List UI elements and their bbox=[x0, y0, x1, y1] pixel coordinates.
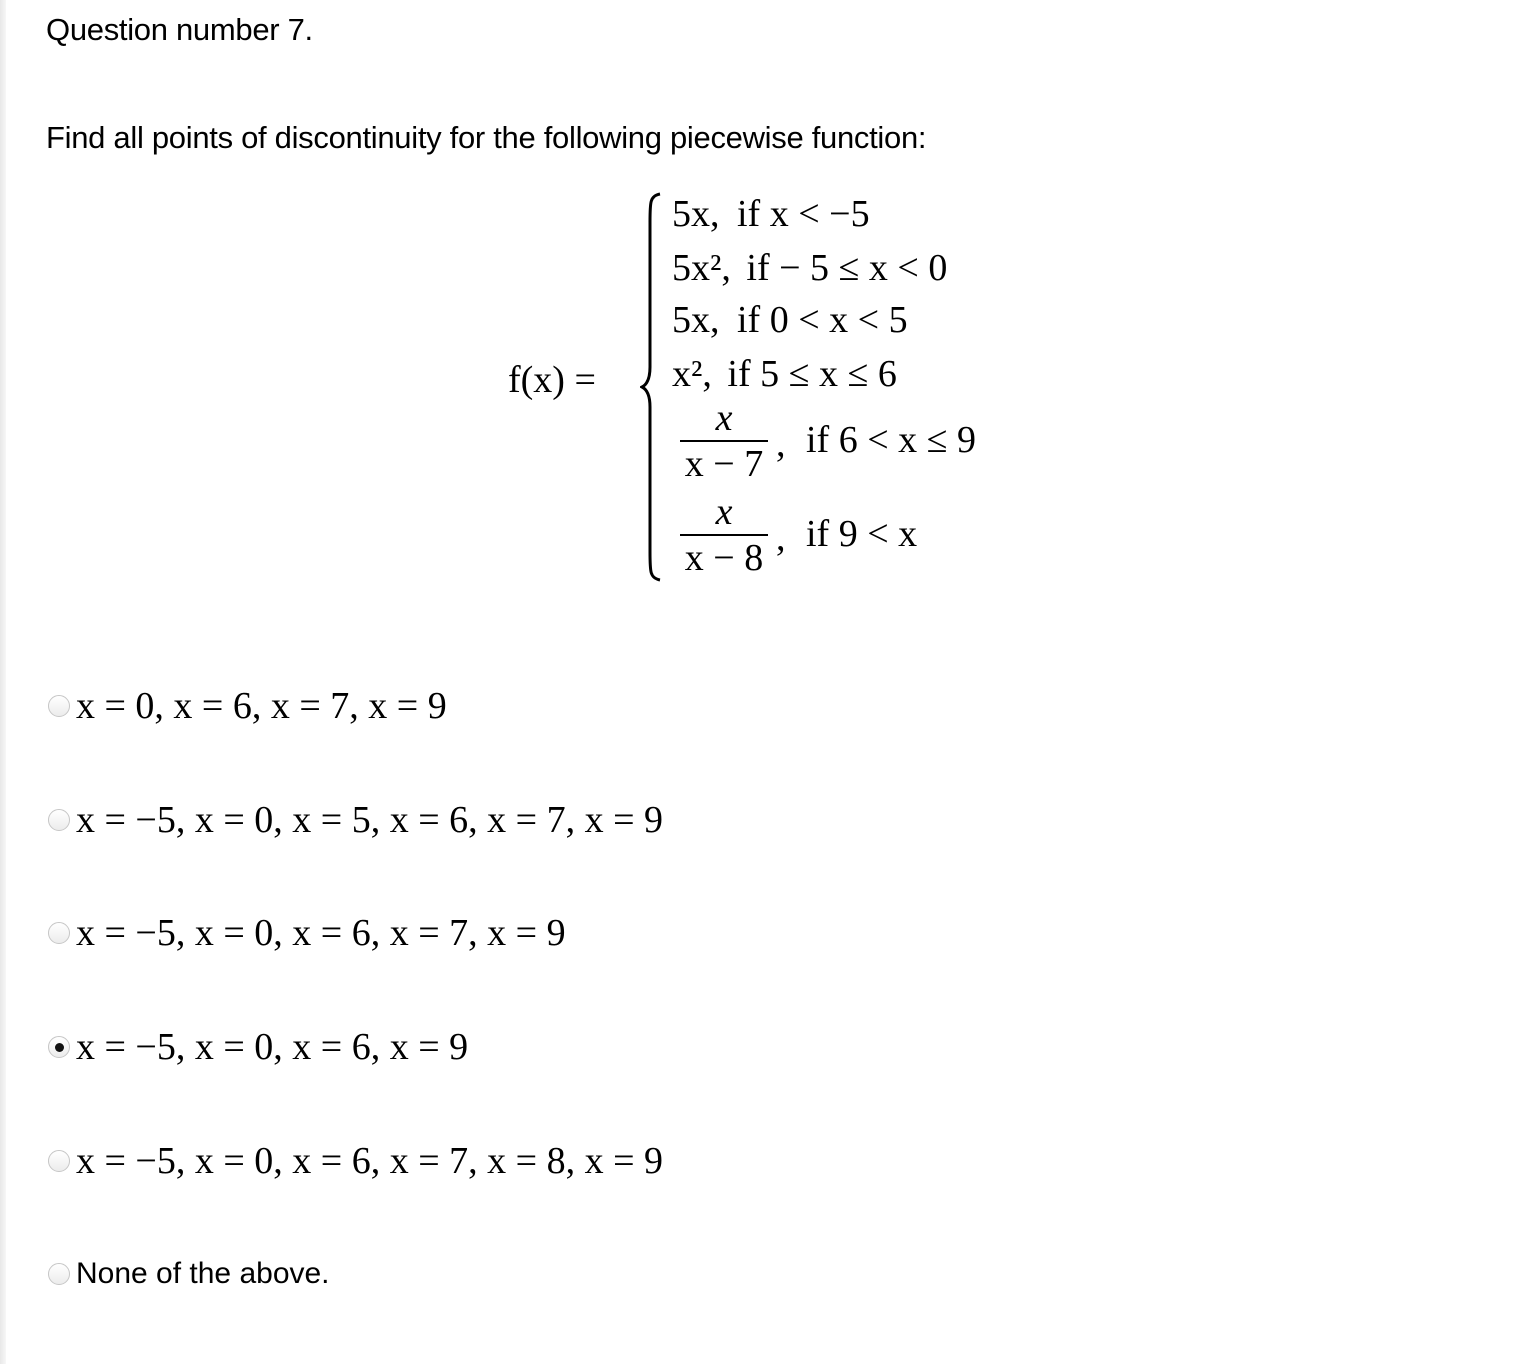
answer-option-label: x = −5, x = 0, x = 6, x = 7, x = 9 bbox=[76, 912, 566, 954]
answer-option-label: x = −5, x = 0, x = 6, x = 7, x = 8, x = 9 bbox=[76, 1140, 664, 1182]
page-edge bbox=[0, 0, 6, 1364]
radio-button-selected[interactable] bbox=[48, 1036, 70, 1058]
case-6-comma: , bbox=[776, 517, 786, 559]
question-number: Question number 7. bbox=[46, 12, 313, 47]
answer-option-4[interactable] bbox=[48, 1027, 468, 1067]
case-5-condition: if 6 < x ≤ 9 bbox=[806, 419, 976, 461]
case-3-condition: if 0 < x < 5 bbox=[737, 299, 908, 341]
case-1 bbox=[672, 192, 870, 236]
case-5-fraction bbox=[676, 396, 772, 486]
case-6-numerator: x bbox=[715, 491, 733, 533]
case-2-expr: 5x², bbox=[672, 247, 741, 289]
radio-button[interactable] bbox=[48, 922, 70, 944]
case-2 bbox=[672, 246, 947, 290]
case-6-condition: if 9 < x bbox=[806, 513, 918, 555]
case-1-condition: if x < −5 bbox=[737, 193, 870, 235]
case-2-condition: if − 5 ≤ x < 0 bbox=[746, 247, 948, 289]
case-5-comma: , bbox=[776, 423, 786, 465]
case-4-condition: if 5 ≤ x ≤ 6 bbox=[727, 353, 897, 395]
case-4-expr: x², bbox=[672, 353, 722, 395]
answer-option-1[interactable] bbox=[48, 686, 447, 726]
case-1-expr: 5x, bbox=[672, 193, 720, 235]
radio-button[interactable] bbox=[48, 1263, 70, 1285]
case-3 bbox=[672, 298, 908, 342]
left-brace bbox=[640, 192, 662, 582]
answer-option-5[interactable] bbox=[48, 1141, 663, 1181]
case-6-denominator: x − 8 bbox=[684, 537, 764, 579]
case-5-numerator: x bbox=[715, 397, 733, 439]
function-lhs: f(x) = bbox=[508, 359, 596, 401]
answer-option-label: None of the above. bbox=[76, 1257, 330, 1290]
question-prompt: Find all points of discontinuity for the following piecewise function: bbox=[46, 120, 927, 155]
case-4 bbox=[672, 352, 897, 396]
case-5-denominator: x − 7 bbox=[684, 443, 764, 485]
answer-option-label: x = −5, x = 0, x = 5, x = 6, x = 7, x = 9 bbox=[76, 799, 664, 841]
case-3-expr: 5x, bbox=[672, 299, 720, 341]
radio-button[interactable] bbox=[48, 1150, 70, 1172]
radio-button[interactable] bbox=[48, 809, 70, 831]
answer-option-2[interactable] bbox=[48, 800, 663, 840]
answer-option-label: x = 0, x = 6, x = 7, x = 9 bbox=[76, 685, 447, 727]
answer-option-3[interactable] bbox=[48, 913, 566, 953]
answer-option-label: x = −5, x = 0, x = 6, x = 9 bbox=[76, 1026, 469, 1068]
case-6-fraction bbox=[676, 490, 772, 580]
answer-option-6[interactable] bbox=[48, 1254, 330, 1294]
radio-button[interactable] bbox=[48, 695, 70, 717]
